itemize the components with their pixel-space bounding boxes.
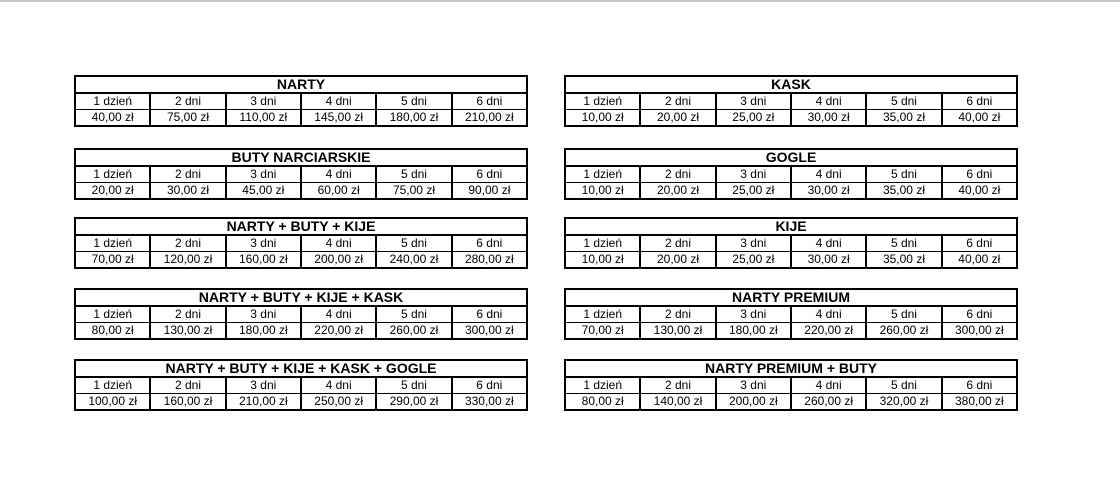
price-table (74, 75, 528, 127)
price-table (74, 288, 528, 340)
price-cell: 10,00 zł (565, 110, 640, 127)
price-cell: 90,00 zł (452, 183, 527, 200)
price-cell: 35,00 zł (866, 252, 941, 269)
day-header-cell: 3 dni (716, 306, 791, 323)
price-cell: 260,00 zł (866, 323, 941, 340)
day-header-cell: 1 dzień (75, 377, 150, 394)
top-rule (0, 0, 1120, 2)
price-table (74, 148, 528, 200)
price-cell: 20,00 zł (75, 183, 150, 200)
price-cell: 10,00 zł (565, 252, 640, 269)
price-cell: 160,00 zł (150, 394, 225, 411)
price-cell: 30,00 zł (791, 252, 866, 269)
price-cell: 260,00 zł (376, 323, 451, 340)
day-header-cell: 5 dni (376, 235, 451, 252)
table-title: NARTY PREMIUM (565, 289, 1017, 306)
day-header-cell: 6 dni (942, 166, 1017, 183)
table-title: NARTY PREMIUM + BUTY (565, 360, 1017, 377)
day-header-cell: 1 dzień (565, 93, 640, 110)
day-header-cell: 4 dni (301, 93, 376, 110)
day-header-cell: 3 dni (226, 306, 301, 323)
day-header-cell: 4 dni (301, 235, 376, 252)
day-header-cell: 2 dni (150, 235, 225, 252)
price-cell: 40,00 zł (75, 110, 150, 127)
price-cell: 160,00 zł (226, 252, 301, 269)
table-title: KIJE (565, 218, 1017, 235)
day-header-cell: 4 dni (791, 235, 866, 252)
price-cell: 380,00 zł (942, 394, 1017, 411)
price-cell: 140,00 zł (640, 394, 715, 411)
price-cell: 30,00 zł (150, 183, 225, 200)
day-header-cell: 6 dni (452, 235, 527, 252)
price-cell: 35,00 zł (866, 183, 941, 200)
day-header-cell: 4 dni (791, 306, 866, 323)
price-cell: 145,00 zł (301, 110, 376, 127)
price-cell: 300,00 zł (452, 323, 527, 340)
price-cell: 40,00 zł (942, 183, 1017, 200)
day-header-cell: 2 dni (640, 377, 715, 394)
day-header-cell: 1 dzień (75, 235, 150, 252)
day-header-cell: 4 dni (301, 166, 376, 183)
price-cell: 70,00 zł (75, 252, 150, 269)
day-header-cell: 2 dni (640, 235, 715, 252)
price-cell: 40,00 zł (942, 252, 1017, 269)
day-header-cell: 5 dni (866, 306, 941, 323)
price-cell: 40,00 zł (942, 110, 1017, 127)
day-header-cell: 6 dni (452, 306, 527, 323)
day-header-cell: 2 dni (150, 93, 225, 110)
price-cell: 330,00 zł (452, 394, 527, 411)
price-cell: 320,00 zł (866, 394, 941, 411)
day-header-cell: 6 dni (942, 306, 1017, 323)
price-cell: 100,00 zł (75, 394, 150, 411)
table-title: KASK (565, 76, 1017, 93)
price-cell: 30,00 zł (791, 110, 866, 127)
day-header-cell: 6 dni (942, 235, 1017, 252)
price-cell: 200,00 zł (716, 394, 791, 411)
price-cell: 180,00 zł (716, 323, 791, 340)
table-title: BUTY NARCIARSKIE (75, 149, 527, 166)
price-cell: 120,00 zł (150, 252, 225, 269)
day-header-cell: 3 dni (716, 166, 791, 183)
price-cell: 130,00 zł (640, 323, 715, 340)
day-header-cell: 1 dzień (75, 306, 150, 323)
day-header-cell: 4 dni (791, 93, 866, 110)
price-cell: 110,00 zł (226, 110, 301, 127)
price-cell: 25,00 zł (716, 252, 791, 269)
price-table (564, 359, 1018, 411)
price-cell: 210,00 zł (226, 394, 301, 411)
price-cell: 70,00 zł (565, 323, 640, 340)
price-cell: 20,00 zł (640, 110, 715, 127)
day-header-cell: 3 dni (716, 377, 791, 394)
day-header-cell: 3 dni (226, 235, 301, 252)
day-header-cell: 1 dzień (75, 93, 150, 110)
price-table (564, 217, 1018, 269)
price-cell: 240,00 zł (376, 252, 451, 269)
day-header-cell: 5 dni (866, 235, 941, 252)
price-cell: 60,00 zł (301, 183, 376, 200)
price-cell: 20,00 zł (640, 183, 715, 200)
price-cell: 45,00 zł (226, 183, 301, 200)
price-cell: 75,00 zł (376, 183, 451, 200)
price-cell: 10,00 zł (565, 183, 640, 200)
day-header-cell: 2 dni (640, 166, 715, 183)
day-header-cell: 4 dni (791, 377, 866, 394)
day-header-cell: 6 dni (942, 93, 1017, 110)
day-header-cell: 6 dni (452, 93, 527, 110)
day-header-cell: 5 dni (866, 93, 941, 110)
price-table (74, 359, 528, 411)
price-table (564, 288, 1018, 340)
day-header-cell: 3 dni (226, 93, 301, 110)
day-header-cell: 5 dni (376, 377, 451, 394)
price-cell: 80,00 zł (75, 323, 150, 340)
price-cell: 210,00 zł (452, 110, 527, 127)
day-header-cell: 2 dni (150, 166, 225, 183)
price-cell: 250,00 zł (301, 394, 376, 411)
day-header-cell: 4 dni (301, 377, 376, 394)
day-header-cell: 2 dni (150, 377, 225, 394)
price-table (74, 217, 528, 269)
price-cell: 25,00 zł (716, 110, 791, 127)
table-title: NARTY + BUTY + KIJE (75, 218, 527, 235)
price-cell: 300,00 zł (942, 323, 1017, 340)
price-cell: 280,00 zł (452, 252, 527, 269)
price-table (564, 148, 1018, 200)
price-table (564, 75, 1018, 127)
day-header-cell: 1 dzień (565, 166, 640, 183)
day-header-cell: 1 dzień (565, 306, 640, 323)
day-header-cell: 5 dni (376, 306, 451, 323)
day-header-cell: 6 dni (452, 166, 527, 183)
day-header-cell: 1 dzień (565, 235, 640, 252)
day-header-cell: 1 dzień (565, 377, 640, 394)
price-cell: 35,00 zł (866, 110, 941, 127)
day-header-cell: 2 dni (640, 306, 715, 323)
price-cell: 290,00 zł (376, 394, 451, 411)
price-cell: 25,00 zł (716, 183, 791, 200)
day-header-cell: 5 dni (376, 93, 451, 110)
table-title: NARTY + BUTY + KIJE + KASK + GOGLE (75, 360, 527, 377)
day-header-cell: 5 dni (866, 377, 941, 394)
table-title: GOGLE (565, 149, 1017, 166)
day-header-cell: 4 dni (301, 306, 376, 323)
price-cell: 220,00 zł (791, 323, 866, 340)
day-header-cell: 6 dni (452, 377, 527, 394)
price-cell: 30,00 zł (791, 183, 866, 200)
price-cell: 200,00 zł (301, 252, 376, 269)
price-cell: 130,00 zł (150, 323, 225, 340)
day-header-cell: 5 dni (376, 166, 451, 183)
price-cell: 75,00 zł (150, 110, 225, 127)
price-cell: 80,00 zł (565, 394, 640, 411)
day-header-cell: 2 dni (640, 93, 715, 110)
day-header-cell: 3 dni (716, 235, 791, 252)
price-cell: 260,00 zł (791, 394, 866, 411)
price-cell: 220,00 zł (301, 323, 376, 340)
day-header-cell: 3 dni (226, 377, 301, 394)
table-title: NARTY + BUTY + KIJE + KASK (75, 289, 527, 306)
table-title: NARTY (75, 76, 527, 93)
day-header-cell: 1 dzień (75, 166, 150, 183)
day-header-cell: 3 dni (716, 93, 791, 110)
price-cell: 180,00 zł (376, 110, 451, 127)
day-header-cell: 6 dni (942, 377, 1017, 394)
day-header-cell: 4 dni (791, 166, 866, 183)
day-header-cell: 2 dni (150, 306, 225, 323)
day-header-cell: 3 dni (226, 166, 301, 183)
price-cell: 180,00 zł (226, 323, 301, 340)
price-cell: 20,00 zł (640, 252, 715, 269)
day-header-cell: 5 dni (866, 166, 941, 183)
